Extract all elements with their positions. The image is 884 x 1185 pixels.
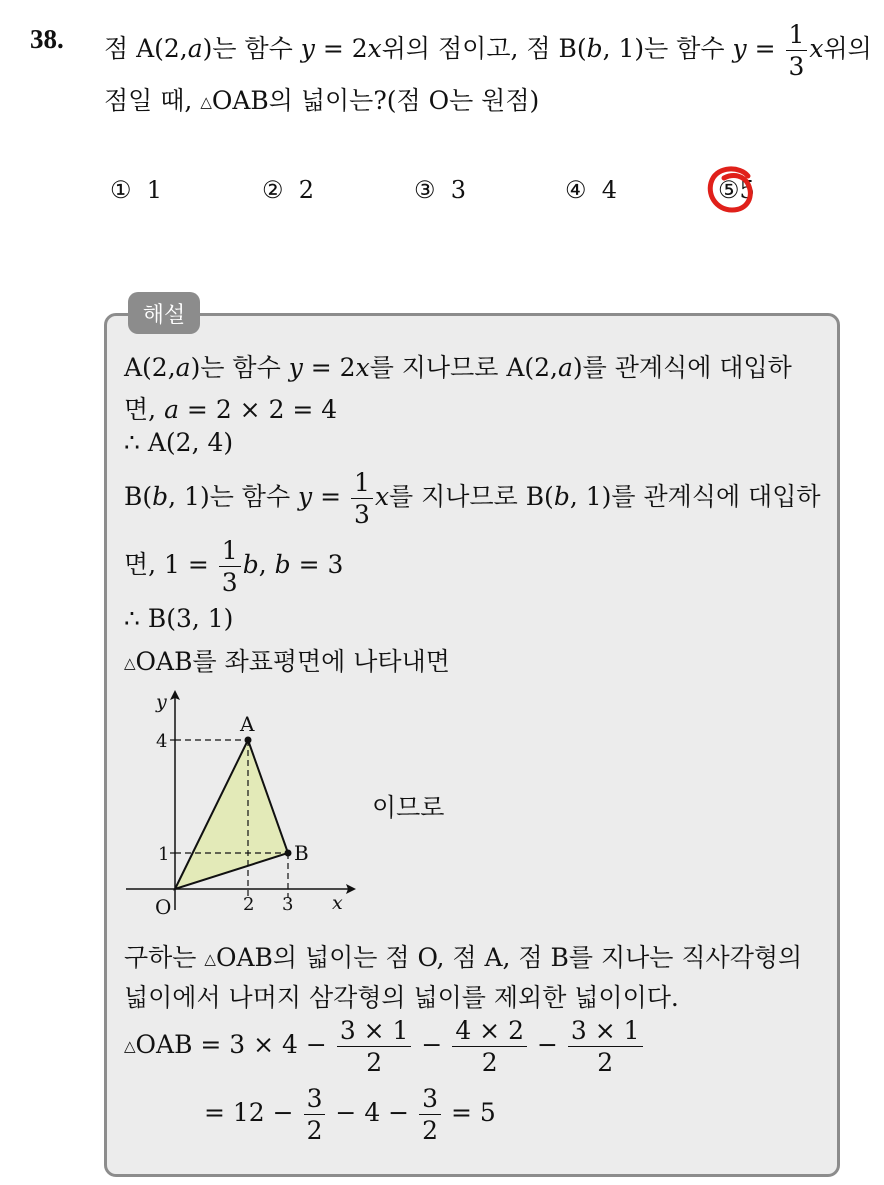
x-tick-label: 3 <box>282 894 294 915</box>
question-line-1: 점 A(2,a)는 함수 y = 2x위의 점이고, 점 B(b, 1)는 함수 y = $\frac{1}{3}$ x위의 <box>104 20 872 81</box>
fraction-one-third: $\frac{1}{3}$ <box>786 22 808 79</box>
triangle-oab-fill <box>175 740 288 889</box>
explanation-line-4: B(b, 1)는 함수 y = $\frac{1}{3}$ x를 지나므로 B(b, 1)를 관계식에 대입하 <box>124 468 821 529</box>
explanation-line-6: ∴ B(3, 1) <box>124 604 234 633</box>
question-line-2: 점일 때, △OAB의 넓이는?(점 O는 원점) <box>104 86 540 115</box>
y-tick-label: 1 <box>158 844 170 865</box>
x-axis-label: x <box>332 892 343 914</box>
area-formula-1: △OAB = 3 × 4 − $\frac{3 \times 1}{2}$ − $\frac{4 \times 2}{2}$ − $\frac{3 \times 1}{2}$ <box>124 1018 645 1075</box>
choice-2[interactable]: ② 2 <box>262 176 315 204</box>
fraction-one-third: $\frac{1}{3}$ <box>219 538 241 595</box>
fraction-one-third: $\frac{1}{3}$ <box>351 470 373 527</box>
choice-5[interactable]: ⑤5 <box>718 176 755 204</box>
point-a-label: A <box>240 712 255 736</box>
choice-1[interactable]: ① 1 <box>110 176 163 204</box>
coordinate-graph <box>118 684 368 924</box>
fraction: $\frac{3 \times 1}{2}$ <box>337 1018 412 1075</box>
fraction: $\frac{3 \times 1}{2}$ <box>568 1018 643 1075</box>
point-b <box>285 850 292 857</box>
choice-4[interactable]: ④ 4 <box>565 176 618 204</box>
point-a <box>245 737 252 744</box>
explanation-line-1: A(2,a)는 함수 y = 2x를 지나므로 A(2,a)를 관계식에 대입하 <box>124 353 792 382</box>
explanation-line-3: ∴ A(2, 4) <box>124 428 234 457</box>
choice-3[interactable]: ③ 3 <box>414 176 467 204</box>
question-number: 38. <box>30 24 64 54</box>
y-axis-label: y <box>156 691 167 713</box>
explanation-line-5: 면, 1 = $\frac{1}{3}$ b, b = 3 <box>124 536 344 597</box>
answer-circle-mark <box>704 164 758 216</box>
area-formula-2: = 12 − $\frac{3}{2}$ − 4 − $\frac{3}{2}$ = 5 <box>204 1084 496 1145</box>
origin-label: O <box>155 895 172 919</box>
explanation-line-8: 구하는 △OAB의 넓이는 점 O, 점 A, 점 B를 지나는 직사각형의 <box>124 943 803 972</box>
fraction: $\frac{3}{2}$ <box>419 1086 441 1143</box>
explanation-tab: 해설 <box>128 292 200 334</box>
explanation-line-2: 면, a = 2 × 2 = 4 <box>124 395 338 424</box>
explanation-line-9: 넓이에서 나머지 삼각형의 넓이를 제외한 넓이이다. <box>124 983 679 1012</box>
point-b-label: B <box>294 841 309 865</box>
y-tick-label: 4 <box>156 731 168 752</box>
fraction: $\frac{4 \times 2}{2}$ <box>452 1018 527 1075</box>
graph-followup-text: 이므로 <box>372 793 445 822</box>
fraction: $\frac{3}{2}$ <box>304 1086 326 1143</box>
explanation-line-7: △OAB를 좌표평면에 나타내면 <box>124 647 450 676</box>
x-tick-label: 2 <box>243 894 255 915</box>
